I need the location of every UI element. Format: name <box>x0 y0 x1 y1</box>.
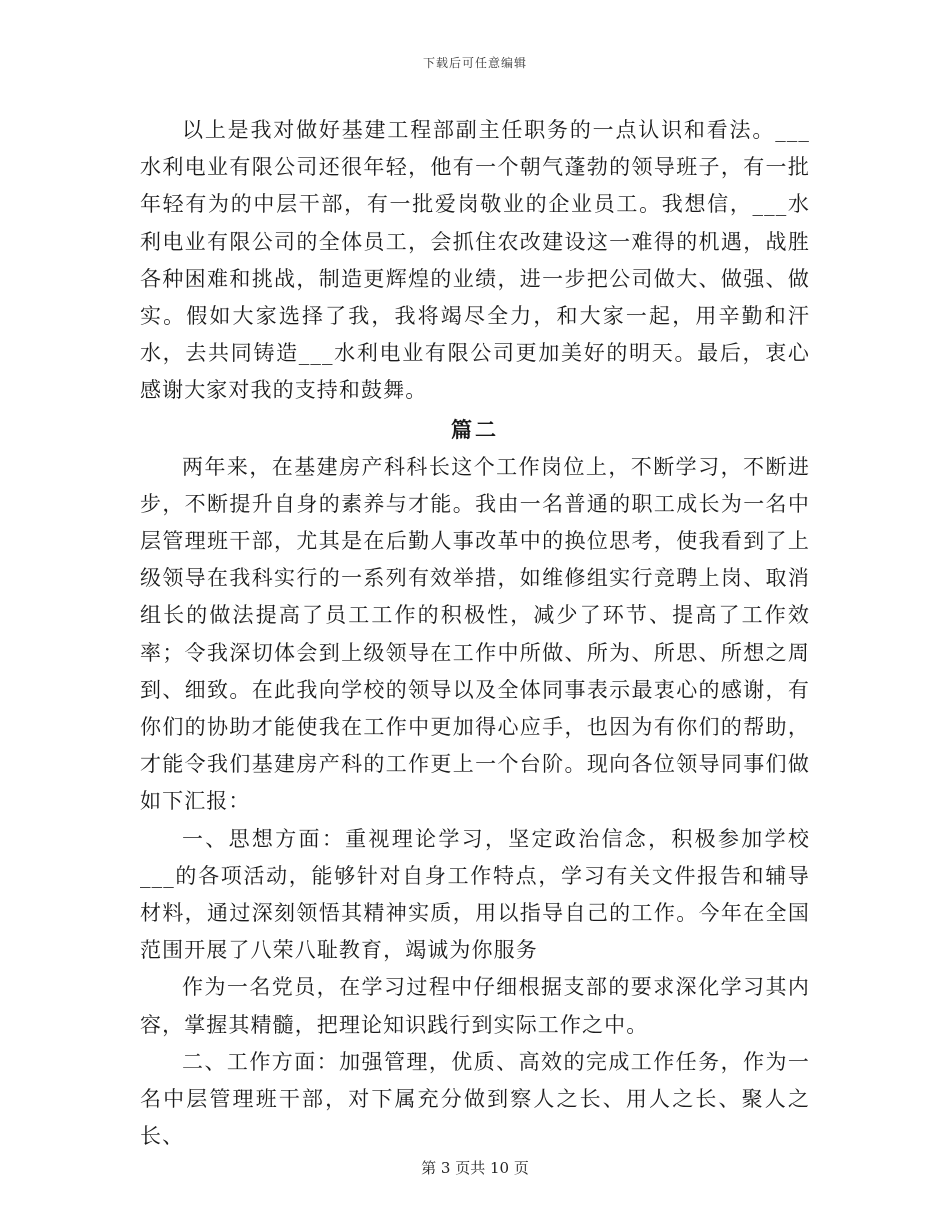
page-footer: 第 3 页共 10 页 <box>421 1159 529 1177</box>
paragraph: 以上是我对做好基建工程部副主任职务的一点认识和看法。___水利电业有限公司还很年轻，他有一个朝气蓬勃的领导班子，有一批年轻有为的中层干部，有一批爱岗敬业的企业员工。我想信，___水利电业有限公司的全体员工，会抓住农改建设这一难得的机遇，战胜各种困难和挑战，制造更辉煌的业绩，进一步把公司做大、做强、做实。假如大家选择了我，我将竭尽全力，和大家一起，用辛勤和汗水，去共同铸造___水利电业有限公司更加美好的明天。最后，衷心感谢大家对我的支持和鼓舞。 <box>140 118 810 403</box>
page-header: 下载后可任意编辑 <box>422 56 527 70</box>
paragraph: 作为一名党员，在学习过程中仔细根据支部的要求深化学习其内容，掌握其精髓，把理论知识践行到实际工作之中。 <box>140 975 810 1037</box>
paragraph: 二、工作方面：加强管理，优质、高效的完成工作任务，作为一名中层管理班干部，对下属充分做到察人之长、用人之长、聚人之长、 <box>140 1049 810 1149</box>
paragraph: 一、思想方面：重视理论学习，坚定政治信念，积极参加学校___的各项活动，能够针对自身工作特点，学习有关文件报告和辅导材料，通过深刻领悟其精神实质，用以指导自己的工作。今年在全国范围开展了八荣八耻教育，竭诚为你服务 <box>140 826 810 963</box>
paragraph: 两年来，在基建房产科科长这个工作岗位上，不断学习，不断进步，不断提升自身的素养与才能。我由一名普通的职工成长为一名中层管理班干部，尤其是在后勤人事改革中的换位思考，使我看到了上级领导在我科实行的一系列有效举措，如维修组实行竞聘上岗、取消组长的做法提高了员工工作的积极性，减少了环节、提高了工作效率；令我深切体会到上级领导在工作中所做、所为、所思、所想之周到、细致。在此我向学校的领导以及全体同事表示最衷心的感谢，有你们的协助才能使我在工作中更加得心应手，也因为有你们的帮助，才能令我们基建房产科的工作更上一个台阶。现向各位领导同事们做如下汇报： <box>140 454 810 814</box>
document-body <box>140 112 810 1155</box>
section-title: 篇二 <box>451 416 499 442</box>
